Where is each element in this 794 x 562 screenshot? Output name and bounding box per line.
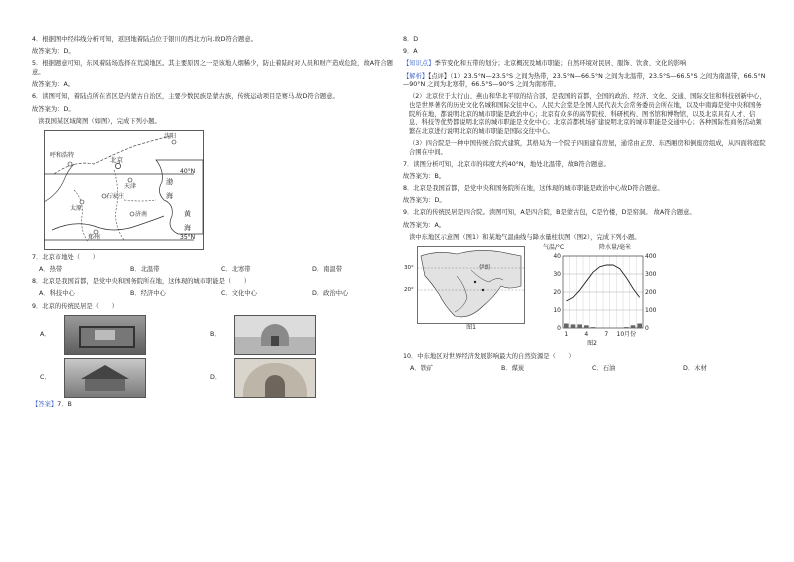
question-7: 7．北京市地处（ ） <box>32 253 99 261</box>
q9-final-answer: 故答案为：A。 <box>403 221 446 229</box>
analysis-label: 【解析】 <box>403 72 429 80</box>
left-tick-label: 30 <box>553 271 561 279</box>
question-10: 10．中东地区对世界经济发展影响最大的自然资源是（ ） <box>403 353 575 360</box>
map-lat-30: 30° <box>404 265 414 272</box>
bamboo-house-photo[interactable] <box>64 358 146 398</box>
q7-options <box>32 266 396 275</box>
latitude-40n-label: 40°N <box>180 167 196 175</box>
knowledge-text: 季节变化和五带的划分；北京概况及城市职能；自然环境对民居、服饰、饮食、文化的影响 <box>434 60 687 68</box>
middle-east-intro: 读中东地区示意图（图1）和某地气温曲线与降水量柱状图（图2），完成下列小题。 <box>409 233 641 241</box>
figure-1 <box>404 246 525 349</box>
x-tick-label: 7 <box>604 331 609 339</box>
right-tick-label: 200 <box>645 289 657 297</box>
city-label-hohhot: 呼和浩特 <box>50 151 75 159</box>
x-tick-label: 10月份 <box>616 331 637 339</box>
q7-option-b[interactable]: B．北温带 <box>130 266 160 274</box>
figure-1-caption: 图1 <box>466 324 476 332</box>
q7-option-d[interactable]: D．南温带 <box>312 266 343 274</box>
sea-label-hai-1: 海 <box>166 191 173 200</box>
map-lat-20: 20° <box>404 287 414 294</box>
middle-east-map <box>404 246 525 324</box>
cave-dwelling-photo[interactable] <box>234 358 316 398</box>
q8-option-b[interactable]: B．经济中心 <box>130 290 166 298</box>
q9-option-c-label[interactable]: C． <box>40 373 51 381</box>
q9-image-row-1 <box>32 315 396 355</box>
city-label-beijing: 北京 <box>110 155 123 164</box>
analysis-block <box>403 73 767 90</box>
answer-line <box>32 401 396 410</box>
left-tick-label: 0 <box>557 325 561 333</box>
chart-ylabel-right: 降水量/毫米 <box>599 244 632 252</box>
climate-chart <box>543 244 659 340</box>
x-tick-label: 1 <box>564 331 569 339</box>
precipitation-bar <box>637 324 642 329</box>
analysis-part-2: （2）北京位于太行山、燕山和华北平原的结合部，是我国的首都，全国的政治、经济、文化、交通、国际交往和科技创新中心，也是世界著名的历史文化名城和国际交往中心。人民大会堂是全国人民代表大会常务委员会所在地，以及中南海是党中央和国务院所在地，都说明北京的城市职能是政治中心；北京有众多的高等院校、科研机构、图书馆和博物馆，以及北京具有人才、信息、科技等优势都说明北京的城市职能是文化中心；北京首都机场扩建说明北京的城市职能是交通中心；各种国际性商务活动频繁在北京进行说明北京的城市职能是国际交往中心。 <box>409 93 766 135</box>
question-8: 8．北京是我国首都，是党中央和国务院所在地，这体现的城市职能是（ ） <box>32 278 251 286</box>
q10-options <box>403 365 767 374</box>
answer-9: 9．A <box>403 48 418 56</box>
q8-option-c[interactable]: C．文化中心 <box>221 290 257 298</box>
q9-option-a-label[interactable]: A． <box>40 330 51 338</box>
knowledge-point <box>403 60 767 69</box>
precipitation-bar <box>591 328 596 329</box>
precipitation-bar <box>584 326 589 329</box>
knowledge-label: 【知识点】 <box>403 60 435 68</box>
q6-final-answer: 故答案为：D。 <box>32 105 75 113</box>
city-label-zhengzhou: 郑州 <box>88 233 101 241</box>
q10-option-d[interactable]: D．木材 <box>683 365 707 373</box>
middle-east-map-graphic <box>417 246 525 324</box>
city-label-tianjin: 天津 <box>124 182 137 190</box>
sea-label-hai-2: 海 <box>184 223 191 232</box>
precipitation-bar <box>564 324 569 329</box>
right-tick-label: 400 <box>645 253 657 261</box>
q9-explanation: 9．北京的传统民居是四合院。读图可知，A是四合院，B是蒙古包，C是竹楼，D是窑洞。 故A符合题意。 <box>403 209 696 217</box>
figure-row <box>404 244 767 349</box>
q7-option-a[interactable]: A．热带 <box>39 266 63 274</box>
q7-final-answer: 故答案为：B。 <box>403 172 446 180</box>
precipitation-bar <box>624 328 629 329</box>
precipitation-bar <box>571 325 576 329</box>
question-9: 9．北京的传统民居是（ ） <box>32 302 118 310</box>
siheyuan-photo[interactable] <box>64 315 146 355</box>
q4-explanation: 4．根据图中经纬线分析可知，返回地着陆点位于银川的西北方向.故D符合题意。 <box>32 36 257 43</box>
analysis-text: 【点评】（1）23.5°N—23.5°S 之间为热带，23.5°N—66.5°N 之间为北温带，23.5°S—66.5°S 之间为南温带，66.5°N—90°N 之间为北寒带，66.5°S—90°S 之间为南寒带。 <box>403 72 766 89</box>
q5-final-answer: 故答案为：A。 <box>32 81 75 89</box>
right-tick-label: 0 <box>645 325 649 333</box>
answer-value: 7．B <box>57 400 72 408</box>
right-tick-label: 100 <box>645 307 657 315</box>
q8-options <box>32 290 396 299</box>
precipitation-bar <box>577 325 582 329</box>
q9-image-row-2 <box>32 358 396 398</box>
chart-ylabel-left: 气温/°C <box>543 244 565 252</box>
q7-explanation: 7．读图分析可知，北京市的纬度大约40°N，地处北温带，故B符合题意。 <box>403 160 610 168</box>
q4-final-answer: 故答案为：D。 <box>32 48 75 56</box>
x-tick-label: 4 <box>584 331 589 339</box>
city-label-shijiazhuang: 石家庄 <box>106 192 125 200</box>
city-label-shenyang: 沈阳 <box>164 132 177 140</box>
q8-option-d[interactable]: D．政治中心 <box>312 290 349 298</box>
latitude-35n-label: 35°N <box>180 233 196 241</box>
q10-option-b[interactable]: B．煤炭 <box>501 365 525 373</box>
q5-explanation: 5．根据题意可知，东风着陆场选择在荒漠地区。其主要原因之一是该地人烟稀少，防止着陆时对人员和财产造成危险，故A符合题意。 <box>32 60 393 76</box>
north-china-region-map <box>44 130 204 250</box>
answer-8: 8．D <box>403 36 419 43</box>
analysis-part-3: （3）四合院是一种中国传统合院式建筑，其格局为一个院子四面建有房屋，通常由正房、东西厢房和倒座房组成，从四面将庭院合围在中间。 <box>409 139 766 156</box>
q9-option-d-label[interactable]: D． <box>210 373 222 381</box>
q10-option-a[interactable]: A．铁矿 <box>410 365 434 373</box>
map-intro: 读我国某区域简图（如图），完成下列小题。 <box>38 117 161 125</box>
right-column <box>403 36 767 377</box>
sea-label-huang: 黄 <box>184 209 191 218</box>
city-label-jinan: 济南 <box>135 210 148 218</box>
answer-label: 【答案】 <box>32 400 58 408</box>
q8-option-a[interactable]: A．科技中心 <box>39 290 75 298</box>
q9-option-b-label[interactable]: B． <box>210 330 221 338</box>
q7-option-c[interactable]: C．北寒带 <box>221 266 251 274</box>
figure-2 <box>525 246 659 349</box>
precipitation-bar <box>631 326 636 329</box>
right-tick-label: 300 <box>645 271 657 279</box>
left-tick-label: 20 <box>553 289 561 297</box>
left-tick-label: 40 <box>553 253 561 261</box>
q6-explanation: 6．读图可知，着陆点所在省区是内蒙古自治区，主要少数民族是蒙古族，传统运动项目是赛马.故D符合题意。 <box>32 93 339 101</box>
figure-2-caption: 图2 <box>587 340 597 348</box>
mongolian-yurt-photo[interactable] <box>234 315 316 355</box>
q8-explanation: 8．北京是我国首都，是党中央和国务院所在地，这体现的城市职能是政治中心故D符合题意。 <box>403 185 664 193</box>
sea-label-bo: 渤 <box>166 177 173 186</box>
map-label-iran: 伊朗 <box>479 265 491 272</box>
left-tick-label: 10 <box>553 307 561 315</box>
left-column <box>32 36 396 413</box>
q10-option-c[interactable]: C．石油 <box>592 365 616 373</box>
climate-chart-graphic <box>547 246 659 340</box>
q8-final-answer: 故答案为：D。 <box>403 197 446 205</box>
city-label-taiyuan: 太原 <box>70 204 83 212</box>
